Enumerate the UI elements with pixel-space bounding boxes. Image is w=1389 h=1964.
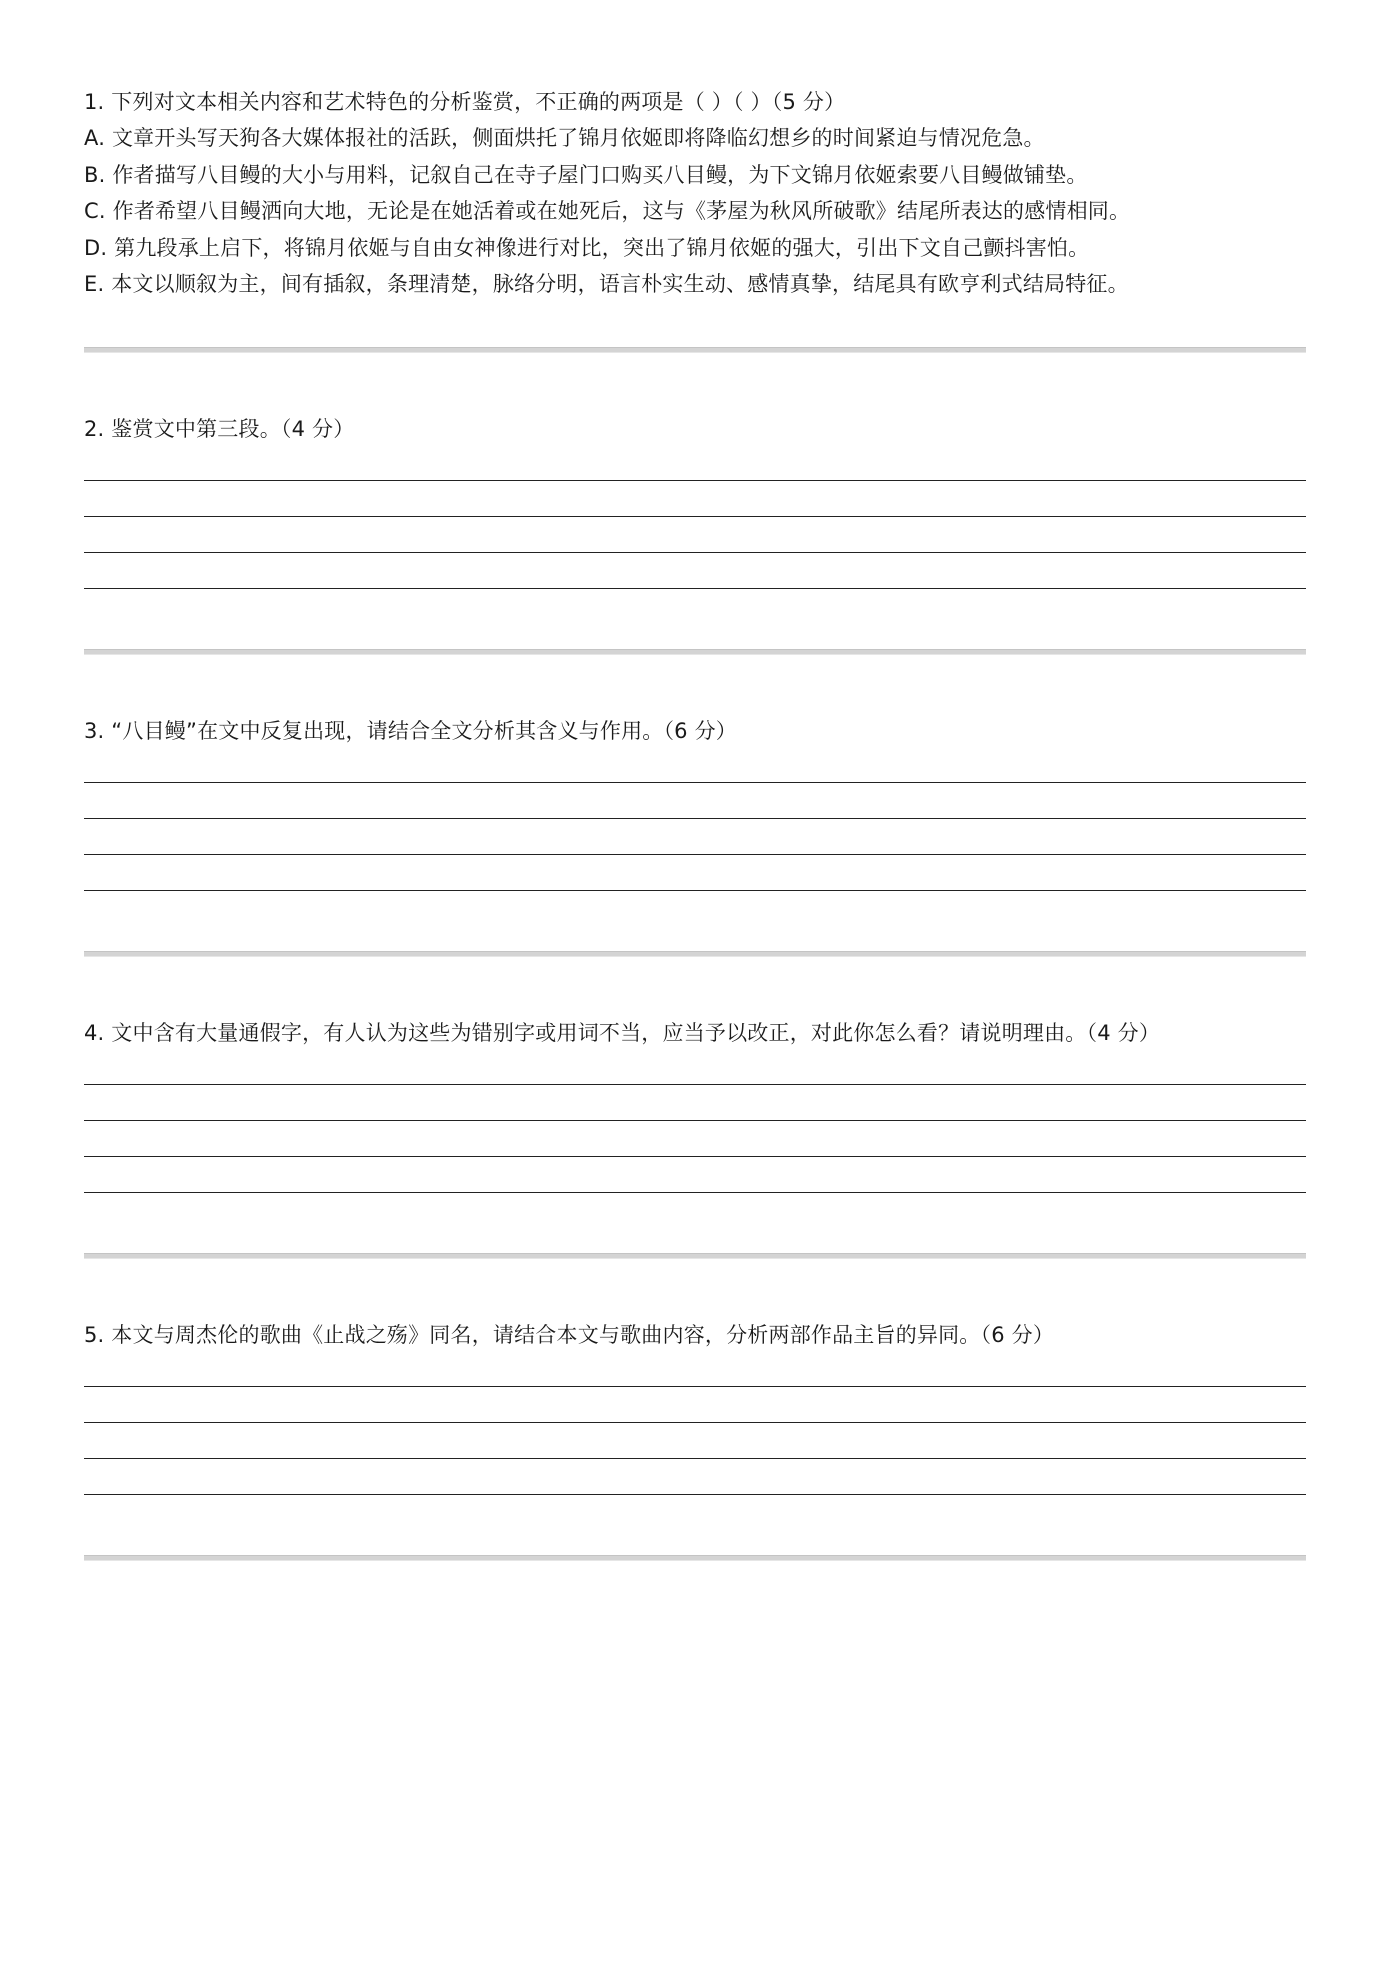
section-divider: [84, 649, 1306, 655]
option-a: A. 文章开头写天狗各大媒体报社的活跃，侧面烘托了锦月依姬即将降临幻想乡的时间紧迫与情况危急。: [84, 126, 1045, 150]
answer-area-4[interactable]: [84, 1055, 1306, 1193]
section-divider: [84, 347, 1306, 353]
question-2-stem: 2. 鉴赏文中第三段。（4 分）: [84, 416, 355, 441]
answer-line[interactable]: [84, 855, 1306, 891]
question-1-stem: 1. 下列对文本相关内容和艺术特色的分析鉴赏，不正确的两项是（ ）（ ）（5 分）: [84, 90, 846, 114]
answer-area-5[interactable]: [84, 1357, 1306, 1495]
answer-line[interactable]: [84, 517, 1306, 553]
answer-line[interactable]: [84, 1055, 1306, 1085]
question-1: [84, 84, 1306, 303]
question-4-stem: 4. 文中含有大量通假字，有人认为这些为错别字或用词不当，应当予以改正，对此你怎么看？请说明理由。（4 分）: [84, 1020, 1161, 1045]
question-3: [84, 713, 1306, 891]
question-4: [84, 1015, 1306, 1193]
answer-line[interactable]: [84, 783, 1306, 819]
exam-page: [84, 84, 1306, 1561]
answer-area-2[interactable]: [84, 451, 1306, 589]
answer-area-3[interactable]: [84, 753, 1306, 891]
question-2: [84, 411, 1306, 589]
answer-line[interactable]: [84, 481, 1306, 517]
option-d: D. 第九段承上启下，将锦月依姬与自由女神像进行对比，突出了锦月依姬的强大，引出下文自己颤抖害怕。: [84, 235, 1090, 260]
question-5: [84, 1317, 1306, 1495]
question-3-stem: 3. “八目鳗”在文中反复出现，请结合全文分析其含义与作用。（6 分）: [84, 718, 738, 743]
option-c: C. 作者希望八目鳗洒向大地，无论是在她活着或在她死后，这与《茅屋为秋风所破歌》结尾所表达的感情相同。: [84, 199, 1131, 223]
answer-line[interactable]: [84, 1121, 1306, 1157]
section-divider: [84, 1555, 1306, 1561]
option-e: E. 本文以顺叙为主，间有插叙，条理清楚，脉络分明，语言朴实生动、感情真挚，结尾具有欧亨利式结局特征。: [84, 272, 1129, 296]
answer-line[interactable]: [84, 753, 1306, 783]
answer-line[interactable]: [84, 1357, 1306, 1387]
answer-line[interactable]: [84, 1423, 1306, 1459]
answer-line[interactable]: [84, 553, 1306, 589]
answer-line[interactable]: [84, 1387, 1306, 1423]
option-b: B. 作者描写八目鳗的大小与用料，记叙自己在寺子屋门口购买八目鳗，为下文锦月依姬索要八目鳗做铺垫。: [84, 162, 1088, 187]
section-divider: [84, 1253, 1306, 1259]
question-5-stem: 5. 本文与周杰伦的歌曲《止战之殇》同名，请结合本文与歌曲内容，分析两部作品主旨的异同。（6 分）: [84, 1322, 1055, 1347]
answer-line[interactable]: [84, 819, 1306, 855]
question-1-options: [84, 120, 1306, 303]
answer-line[interactable]: [84, 1085, 1306, 1121]
answer-line[interactable]: [84, 1459, 1306, 1495]
answer-line[interactable]: [84, 1157, 1306, 1193]
section-divider: [84, 951, 1306, 957]
answer-line[interactable]: [84, 451, 1306, 481]
